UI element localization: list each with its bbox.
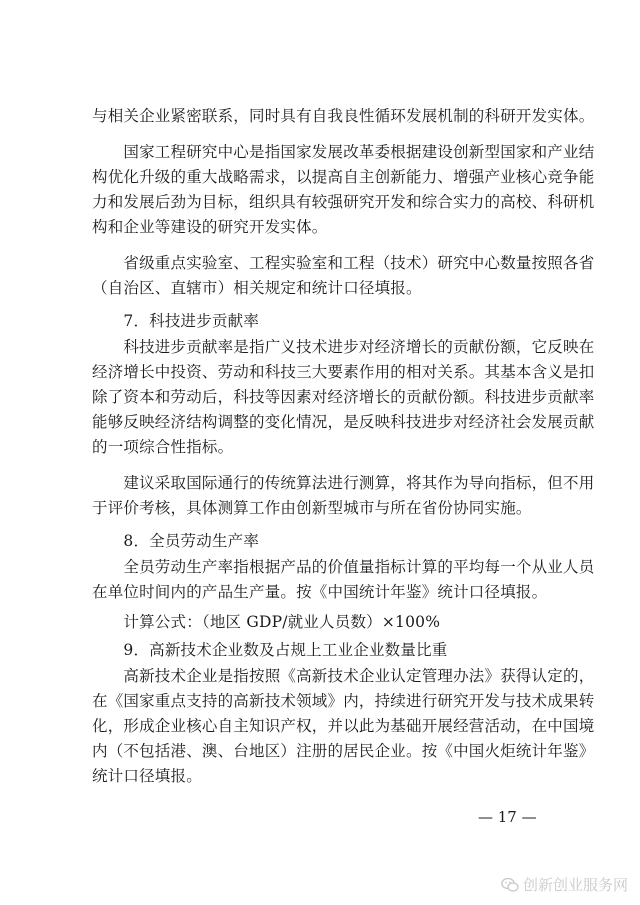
- text-line: 统计口径填报。: [92, 767, 202, 785]
- text-line: 于评价考核，具体测算工作由创新型城市与所在省份协同实施。: [92, 499, 532, 517]
- wechat-icon: [501, 877, 519, 893]
- page-number: — 17 —: [478, 808, 537, 826]
- text-line: 构优化升级的重大战略需求，以提高自主创新能力、增强产业核心竞争能: [92, 168, 595, 186]
- text-line: 在单位时间内的产品生产量。按《中国统计年鉴》统计口径填报。: [92, 583, 548, 601]
- text-line: 构和企业等建设的研究开发实体。: [92, 218, 328, 236]
- watermark: [501, 874, 628, 895]
- text-line: 与相关企业紧密联系，同时具有自我良性循环发展机制的科研开发实体。: [92, 107, 595, 125]
- formula-line: 计算公式：（地区 GDP/就业人员数）×100%: [92, 613, 441, 631]
- text-line: 在《国家重点支持的高新技术领域》内，持续进行研究开发与技术成果转: [92, 692, 595, 710]
- section-heading-7: 7．科技进步贡献率: [92, 312, 260, 330]
- text-line: 建议采取国际通行的传统算法进行测算，将其作为导向指标，但不用: [92, 474, 595, 492]
- text-line: 能够反映经济结构调整的变化情况，是反映科技进步对经济社会发展贡献: [92, 413, 595, 431]
- text-line: 力和发展后劲为目标，组织具有较强研究开发和综合实力的高校、科研机: [92, 193, 595, 211]
- text-line: 经济增长中投资、劳动和科技三大要素作用的相对关系。其基本含义是扣: [92, 363, 595, 381]
- text-line: （自治区、直辖市）相关规定和统计口径填报。: [92, 279, 422, 297]
- text-line: 科技进步贡献率是指广义技术进步对经济增长的贡献份额，它反映在: [92, 338, 595, 356]
- section-heading-9: 9．高新技术企业数及占规上工业企业数量比重: [92, 641, 448, 659]
- watermark-text: 创新创业服务网: [522, 876, 628, 894]
- text-line: 除了资本和劳动后，科技等因素对经济增长的贡献份额。科技进步贡献率: [92, 388, 595, 406]
- text-line: 化，形成企业核心自主知识产权，并以此为基础开展经营活动，在中国境: [92, 717, 595, 735]
- text-line: 全员劳动生产率指根据产品的价值量指标计算的平均每一个从业人员: [92, 558, 595, 576]
- text-line: 省级重点实验室、工程实验室和工程（技术）研究中心数量按照各省: [92, 254, 595, 272]
- text-line: 内（不包括港、澳、台地区）注册的居民企业。按《中国火炬统计年鉴》: [92, 742, 595, 760]
- text-line: 高新技术企业是指按照《高新技术企业认定管理办法》获得认定的，: [92, 667, 595, 685]
- section-heading-8: 8．全员劳动生产率: [92, 532, 260, 550]
- text-line: 的一项综合性指标。: [92, 438, 234, 456]
- text-line: 国家工程研究中心是指国家发展改革委根据建设创新型国家和产业结: [92, 143, 595, 161]
